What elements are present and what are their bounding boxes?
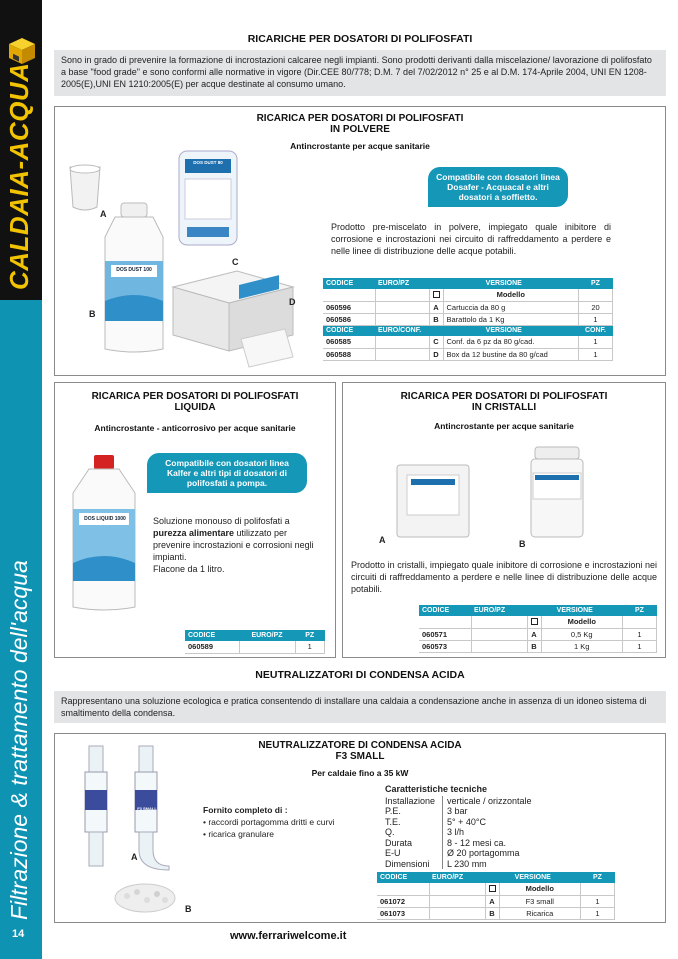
product-box-neutralizer	[54, 733, 666, 923]
neutralizer-title: NEUTRALIZZATORE DI CONDENSA ACIDA F3 SMALL	[258, 740, 462, 762]
jar-b-product-text: DOS DUST 100	[116, 267, 152, 273]
liquid-bottle-product-text: DOS LIQUID 1000	[84, 516, 126, 522]
supplied-with: Fornito completo di : • raccordi portagomma dritti e curvi • ricarica granulare	[203, 805, 335, 839]
crystals-title: RICARICA PER DOSATORI DI POLIFOSFATI IN CRISTALLI	[400, 391, 608, 413]
table-row: 060573 B 1 Kg 1	[419, 640, 657, 652]
pack-c-product-text: DOS DUST 80	[193, 160, 223, 165]
page-number: 14	[12, 928, 25, 940]
jar-b-image	[101, 201, 167, 355]
section-title-ricariche: RICARICHE PER DOSATORI DI POLIFOSFATI	[247, 33, 473, 45]
table-header-row	[323, 278, 613, 289]
image-label-c: C	[232, 257, 239, 267]
neutralizer-table	[377, 872, 615, 920]
table-header-row: CODICE EURO/PZ PZ	[185, 630, 325, 641]
neutralizer-a-image	[77, 742, 175, 872]
footer-website-link[interactable]: www.ferrariwelcome.it	[230, 930, 347, 942]
product-box-liquid	[54, 382, 336, 658]
spec-row: Durata 8 - 12 mesi ca.	[385, 837, 507, 848]
liquid-description: Soluzione monouso di polifosfati a purezza alimentare utilizzato per prevenire incrostazioni e corrosioni negli impianti. Flacone da 1 litro.	[153, 516, 314, 574]
liquid-bottle-image	[69, 453, 139, 613]
cartridge-image	[67, 163, 103, 213]
liquid-title: RICARICA PER DOSATORI DI POLIFOSFATI LIQUIDA	[91, 391, 299, 413]
technical-specs: Caratteristiche tecniche Installazione verticale / orizzontale P.E. 3 bar T.E. 5° + 40°C Q. 3 l/h Durata 8 - 12 mesi ca. E-U Ø 20 portagomma Dimensioni L 230 mm	[385, 784, 532, 869]
table-row: 060588 D Box da 12 bustine da 80 g/cad 1	[323, 348, 613, 360]
powder-subtitle: Antincrostante per acque sanitarie	[290, 141, 430, 151]
image-label-d: D	[289, 297, 296, 307]
crystals-subtitle: Antincrostante per acque sanitarie	[434, 421, 574, 431]
table-row: 061072 A F3 small 1	[377, 895, 615, 907]
crystals-table	[419, 605, 657, 653]
table-header-row-2: CODICE EURO/CONF. VERSIONE CONF.	[323, 325, 613, 336]
spec-row: Dimensioni L 230 mm	[385, 858, 487, 869]
checkbox-icon	[531, 618, 538, 625]
spec-row: E-U Ø 20 portagomma	[385, 848, 520, 858]
section-intro-neutralizzatori: Rappresentano una soluzione ecologica e pratica consentendo di installare una caldaia a condensazione anche in assenza di un idoneo sistema di smaltimento della condensa.	[54, 691, 666, 723]
sidebar-title: CALDAIA-ACQUA	[4, 62, 34, 290]
neutralizer-label-a: A	[131, 852, 138, 862]
box-d-image	[167, 267, 297, 371]
spec-row: T.E. 5° + 40°C	[385, 816, 486, 827]
powder-description: Prodotto pre-miscelato in polvere, impiegato quale inibitore di corrosione e incrostazioni nei circuito di raffreddamento a perdere e nelle linee di distribuzione delle acque potabili.	[331, 222, 611, 256]
powder-title-line1: RICARICA PER DOSATORI DI POLIFOSFATI	[256, 113, 464, 124]
col-pz: PZ	[579, 278, 613, 289]
col-euro-pz: EURO/PZ	[375, 278, 429, 289]
liquid-subtitle: Antincrostante - anticorrosivo per acque sanitarie	[94, 423, 296, 433]
crystals-jar-b-image	[527, 445, 587, 539]
neutralizer-label-b: B	[185, 904, 192, 914]
table-row	[323, 289, 613, 301]
spec-row: Q. 3 l/h	[385, 827, 465, 837]
table-row: 061073 B Ricarica 1	[377, 907, 615, 919]
image-label-b: B	[89, 309, 96, 319]
table-row: 060585 C Conf. da 6 pz da 80 g/cad. 1	[323, 336, 613, 348]
section-intro-ricariche: Sono in grado di prevenire la formazione di incrostazioni calcaree negli impianti. Sono prodotti derivanti dalla miscelazione/ lavorazione di polifosfato a base "food grade" e sono conformi alle normative in vigore (Dir.CEE 80/778; D.M. 7 del 7/02/2012 n° 25 e al D.M. 174-Aprile 2004, UNI EN 1208-2005(E),UNI EN 1210:2005(E) per acque destinate al consumo umano.	[54, 50, 666, 96]
table-header-row: CODICE EURO/PZ VERSIONE PZ	[419, 605, 657, 616]
liquid-compatibility-bubble: Compatibile con dosatori linea Kalfer e altri tipi di dosatori di polifosfati a pompa.	[147, 453, 307, 493]
powder-table	[323, 278, 613, 361]
image-label-a: A	[100, 209, 107, 219]
sidebar	[0, 0, 42, 959]
table-header-row: CODICE EURO/PZ VERSIONE PZ	[377, 872, 615, 883]
product-box-powder	[54, 106, 666, 376]
checkbox-icon	[433, 291, 440, 298]
table-row: Modello	[377, 883, 615, 895]
neutralizer-subtitle: Per caldaie fino a 35 kW	[311, 768, 409, 778]
col-codice: CODICE	[323, 278, 375, 289]
checkbox-icon	[489, 885, 496, 892]
table-row: 060596 A Cartuccia da 80 g 20	[323, 301, 613, 313]
crystals-description: Prodotto in cristalli, impiegato quale inibitore di corrosione e incrostazioni nei circuiti di raffreddamento a perdere e nelle linee di distribuzione delle acque potabili.	[351, 560, 657, 594]
crystals-bag-a-image	[393, 461, 473, 541]
section-title-neutralizzatori: NEUTRALIZZATORI DI CONDENSA ACIDA	[255, 669, 465, 681]
table-row: 060571 A 0,5 Kg 1	[419, 628, 657, 640]
cube-logo-icon	[7, 36, 37, 66]
neutralizer-product-text: F3 SMALL	[137, 806, 157, 811]
liquid-table	[185, 630, 325, 654]
table-row: 060586 B Barattolo da 1 Kg 1	[323, 313, 613, 325]
powder-compatibility-bubble: Compatibile con dosatori linea Dosafer - Acquacal e altri dosatori a soffietto.	[428, 167, 568, 207]
granules-b-image	[113, 878, 177, 914]
model-label: Modello	[443, 289, 579, 301]
table-row: Modello	[419, 616, 657, 628]
product-box-crystals	[342, 382, 666, 658]
crystals-label-a: A	[379, 535, 386, 545]
col-versione: VERSIONE	[429, 278, 579, 289]
spec-row: P.E. 3 bar	[385, 806, 468, 816]
spec-row: Installazione verticale / orizzontale	[385, 795, 532, 806]
powder-title	[55, 113, 665, 135]
crystals-label-b: B	[519, 539, 526, 549]
powder-title-line2: IN POLVERE	[330, 124, 390, 135]
table-row: 060589 1	[185, 641, 325, 653]
sidebar-subtitle: Filtrazione & trattamento dell'acqua	[6, 560, 32, 920]
